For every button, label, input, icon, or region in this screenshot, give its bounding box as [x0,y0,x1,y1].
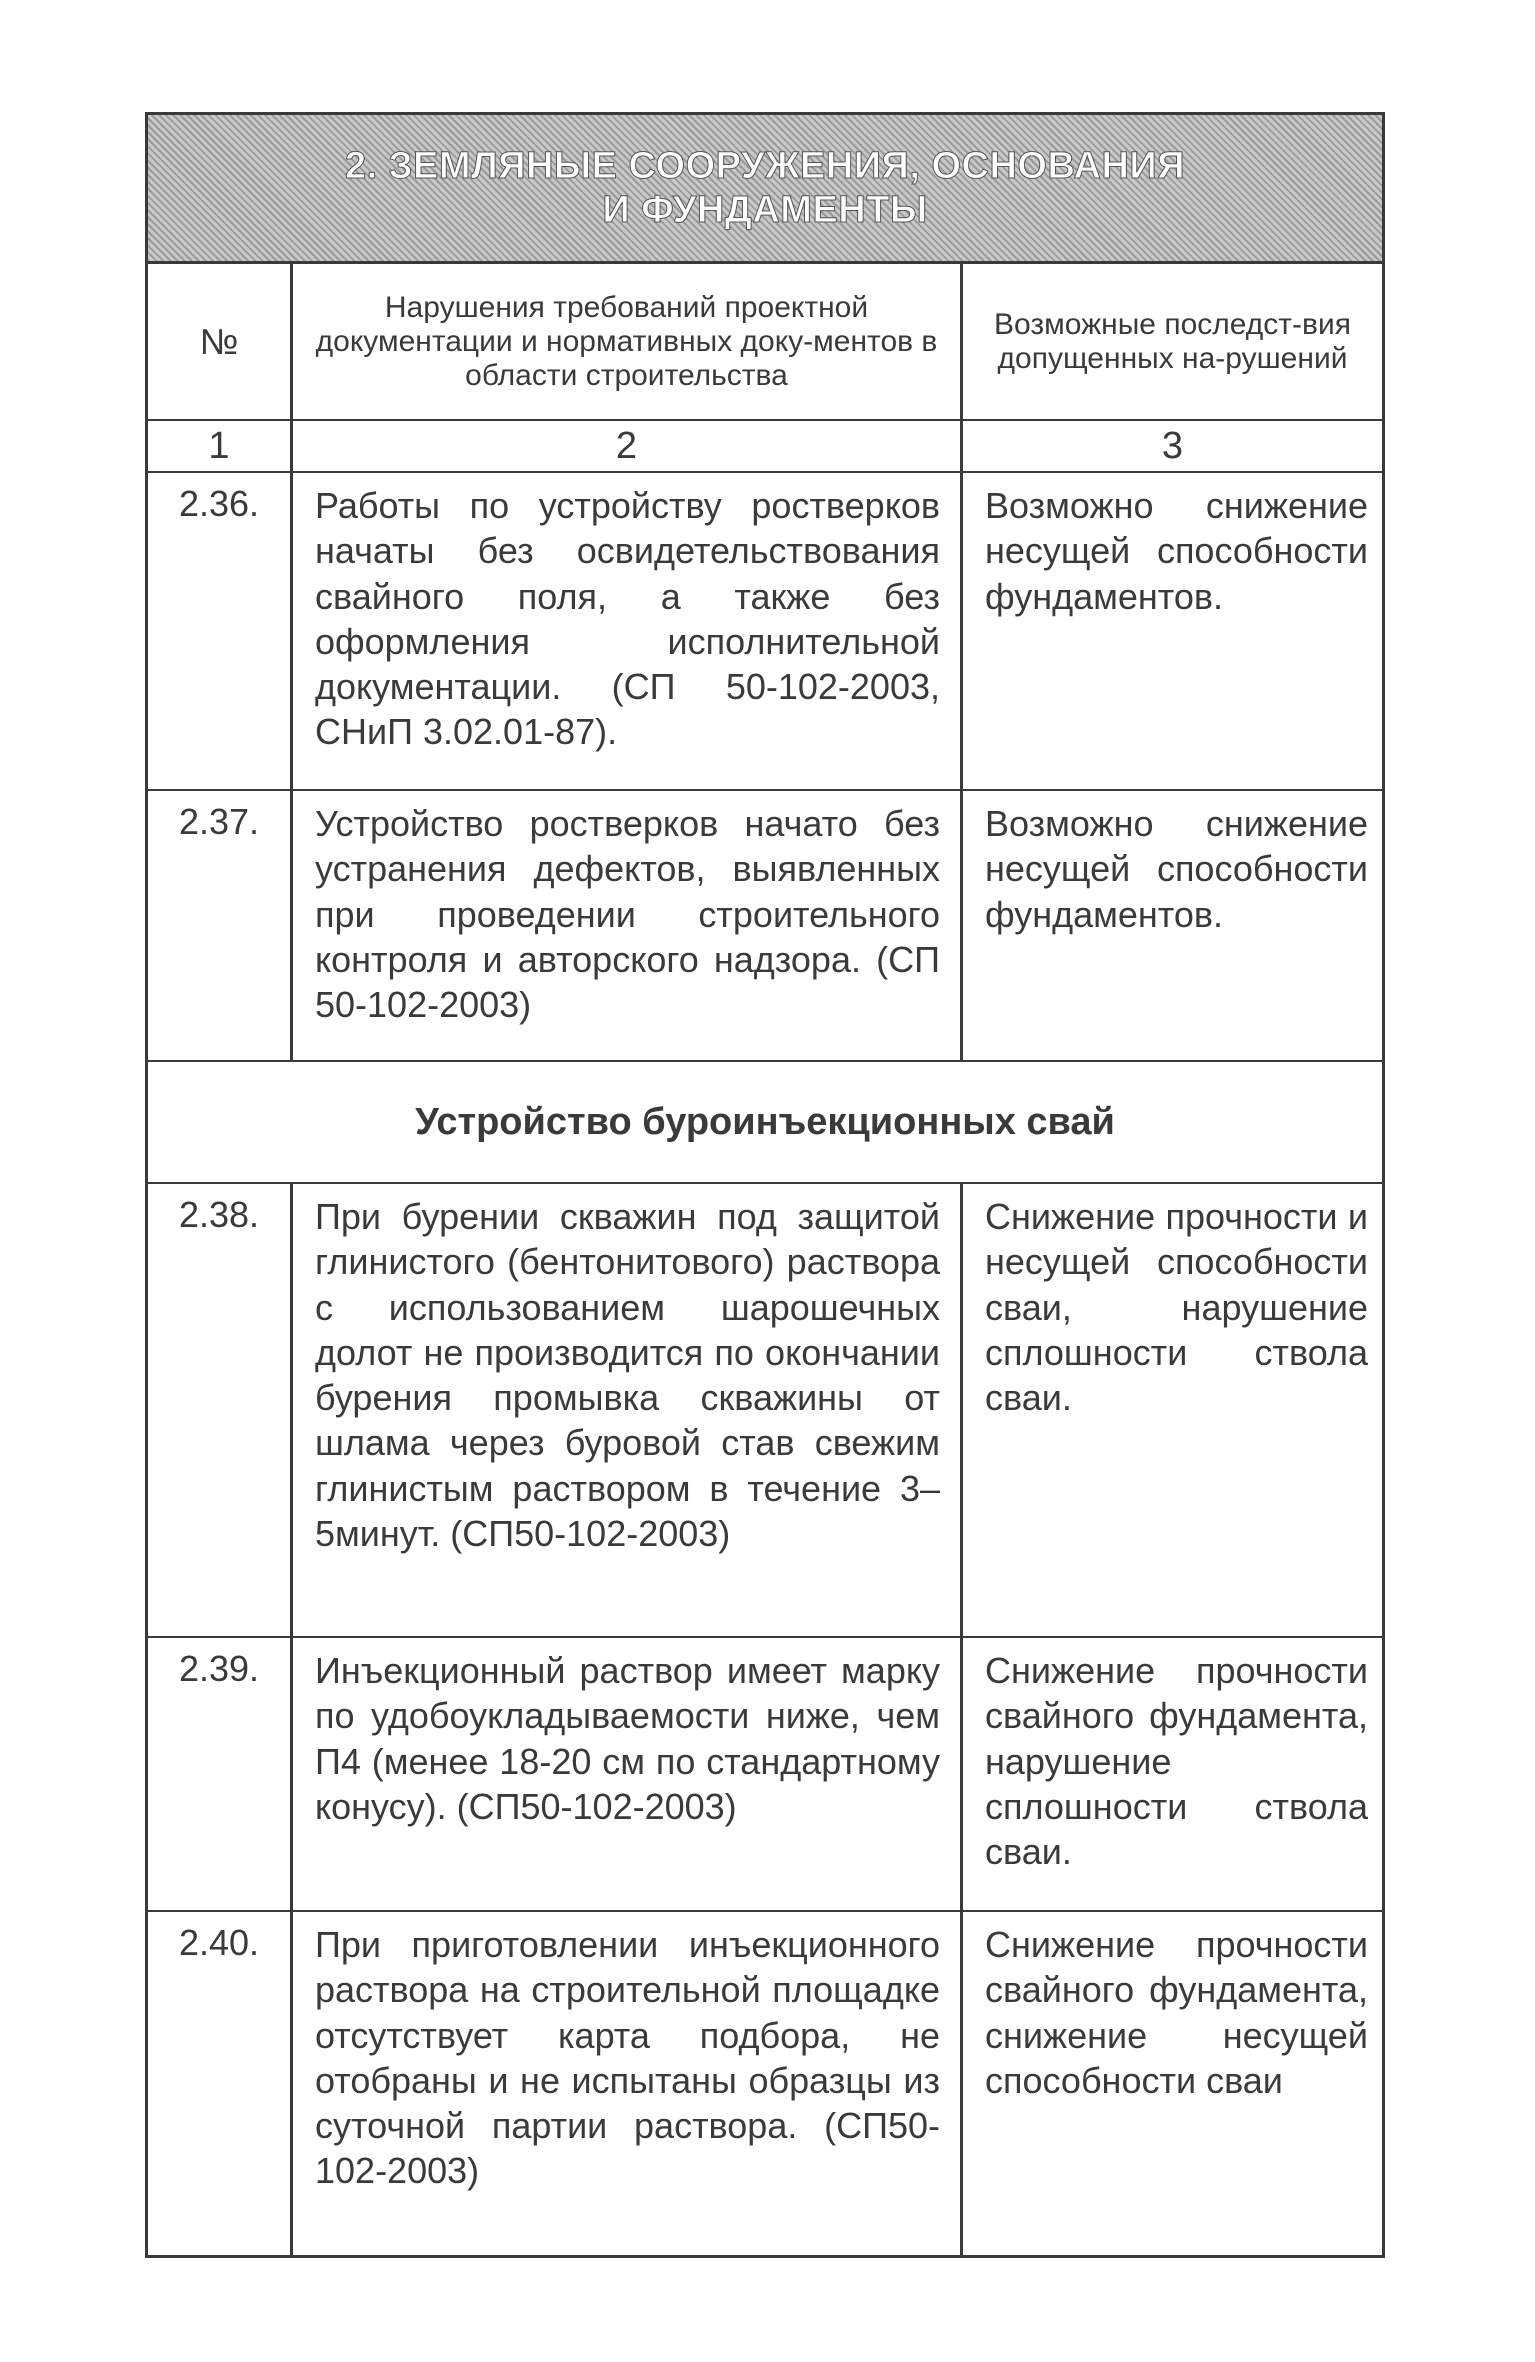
row-violation: Работы по устройству ростверков начаты без освидетельствования свайного поля, а также без оформления исполнительной документации. (СП 50-102-2003, СНиП 3.02.01-87). [293,473,963,789]
column-header-row [148,264,1382,421]
table-title-line1: 2. ЗЕМЛЯНЫЕ СООРУЖЕНИЯ, ОСНОВАНИЯ [344,145,1186,187]
table-row [148,1184,1382,1638]
section-heading: Устройство буроинъекционных свай [148,1062,1382,1184]
row-violation: При приготовлении инъекционного раствора на строительной площадке отсутствует карта подбора, не отобраны и не испытаны образцы из суточной партии раствора. (СП50-102-2003) [293,1912,963,2255]
table-row [148,473,1382,791]
row-consequence: Снижение прочности и несущей способности сваи, нарушение сплошности ствола сваи. [985,1196,1368,1419]
row-violation: Устройство ростверков начато без устранения дефектов, выявленных при проведении строительного контроля и авторского надзора. (СП 50-102-2003) [293,791,963,1060]
table-title-banner [148,115,1382,264]
row-violation: Инъекционный раствор имеет марку по удобоукладываемости ниже, чем П4 (менее 18-20 см по стандартному конусу). (СП50-102-2003) [293,1638,963,1910]
row-number: 2.39. [148,1638,293,1910]
col-header-no: № [148,264,293,419]
column-number-row [148,421,1382,473]
table-title-line2: И ФУНДАМЕНТЫ [602,189,928,231]
table-row [148,791,1382,1062]
row-number: 2.36. [148,473,293,789]
row-consequence: Снижение прочности свайного фундамента, нарушение сплошности ствола сваи. [985,1650,1368,1873]
col-header-consequence: Возможные последст-вия допущенных на-рушений [994,307,1351,375]
table-row [148,1912,1382,2255]
col-number-2: 2 [293,421,963,471]
row-number: 2.38. [148,1184,293,1636]
row-consequence: Возможно снижение несущей способности фундаментов. [985,803,1368,935]
row-consequence: Снижение прочности свайного фундамента, снижение несущей способности сваи [985,1924,1368,2101]
table-row [148,1638,1382,1912]
violations-table [145,112,1385,2258]
col-header-violation: Нарушения требований проектной документации и нормативных доку-ментов в области строительства [293,264,963,419]
row-consequence: Возможно снижение несущей способности фундаментов. [985,485,1368,617]
col-number-3: 3 [1161,424,1184,467]
row-violation: При бурении скважин под защитой глинистого (бентонитового) раствора с использованием шарошечных долот не производится по окончании бурения промывка скважины от шлама через буровой став свежим глинистым раствором в течение 3–5минут. (СП50-102-2003) [293,1184,963,1636]
row-number: 2.37. [148,791,293,1060]
col-number-1: 1 [148,421,293,471]
row-number: 2.40. [148,1912,293,2255]
